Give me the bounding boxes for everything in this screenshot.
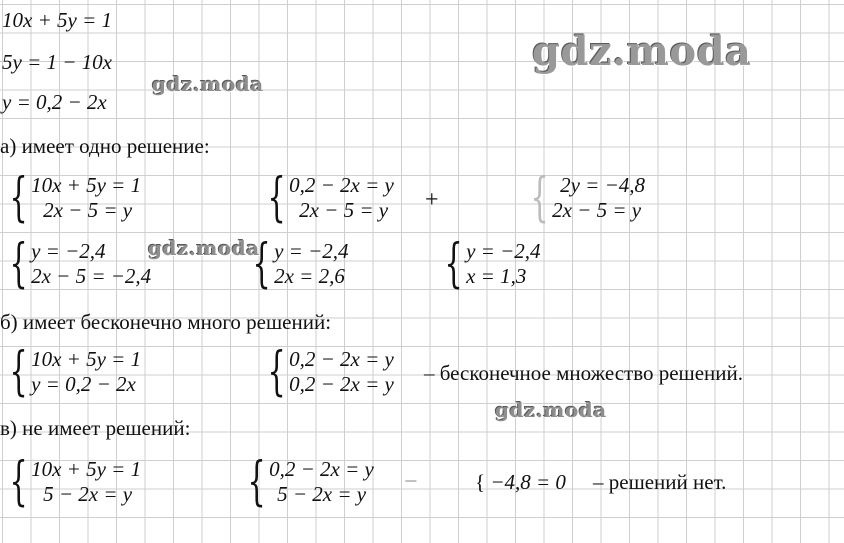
brace: {	[267, 342, 286, 402]
plus-sign: +	[425, 187, 439, 213]
brace: {	[9, 342, 28, 402]
system-row: 2x = 2,6	[274, 264, 345, 288]
brace: {	[475, 470, 486, 494]
brace: {	[247, 452, 266, 512]
system-a-5	[245, 234, 349, 294]
watermark-2: gdz.moda	[148, 236, 260, 260]
brace: {	[252, 234, 271, 294]
system-row: 5 − 2x = y	[43, 482, 133, 506]
system-row: y = −2,4	[466, 239, 541, 263]
system-a-2	[260, 168, 394, 228]
equation-line-1: 10x + 5y = 1	[2, 8, 112, 32]
brace: {	[9, 452, 28, 512]
system-row: 2x − 5 = y	[43, 198, 133, 222]
heading-c: в) не имеет решений:	[0, 416, 191, 440]
system-row: 2x − 5 = y	[299, 198, 389, 222]
result-b: – бесконечное множество решений.	[424, 361, 743, 385]
system-row: 2x − 5 = y	[552, 198, 642, 222]
contradiction-equation: −4,8 = 0	[490, 470, 566, 494]
system-a-1	[2, 168, 142, 228]
system-row: y = 0,2 − 2x	[31, 372, 136, 396]
watermark-1: gdz.moda	[152, 72, 264, 96]
system-a-6	[437, 234, 541, 294]
brace: {	[444, 234, 463, 294]
brace: {	[530, 168, 549, 228]
result-c: – решений нет.	[593, 470, 727, 494]
brace: {	[9, 234, 28, 294]
system-row: 0,2 − 2x = y	[289, 372, 394, 396]
equation-line-3: y = 0,2 − 2x	[2, 90, 107, 114]
watermark-3: gdz.moda	[495, 398, 607, 422]
system-row: 5 − 2x = y	[277, 482, 367, 506]
system-row: 10x + 5y = 1	[31, 173, 142, 197]
minus-sign: −	[404, 469, 418, 495]
system-row: 0,2 − 2x = y	[289, 347, 394, 371]
system-b-1	[2, 342, 142, 402]
system-row: 10x + 5y = 1	[31, 457, 142, 481]
watermark-main: gdz.moda	[532, 28, 752, 75]
heading-a: а) имеет одно решение:	[0, 134, 210, 158]
system-row: 10x + 5y = 1	[31, 347, 142, 371]
brace: {	[267, 168, 286, 228]
system-c-2	[240, 452, 374, 512]
system-row: 2x − 5 = −2,4	[31, 264, 152, 288]
system-row: 0,2 − 2x = y	[269, 457, 374, 481]
system-c-1	[2, 452, 142, 512]
brace: {	[9, 168, 28, 228]
system-row: y = −2,4	[274, 239, 349, 263]
heading-b: б) имеет бесконечно много решений:	[0, 310, 332, 334]
system-a-4	[2, 234, 152, 294]
system-row: y = −2,4	[31, 239, 106, 263]
system-row: 0,2 − 2x = y	[289, 173, 394, 197]
system-b-2	[260, 342, 394, 402]
equation-c-result	[475, 472, 566, 493]
system-row: 2y = −4,8	[560, 173, 646, 197]
system-row: x = 1,3	[466, 264, 527, 288]
system-a-3	[523, 168, 646, 228]
equation-line-2: 5y = 1 − 10x	[2, 50, 112, 74]
